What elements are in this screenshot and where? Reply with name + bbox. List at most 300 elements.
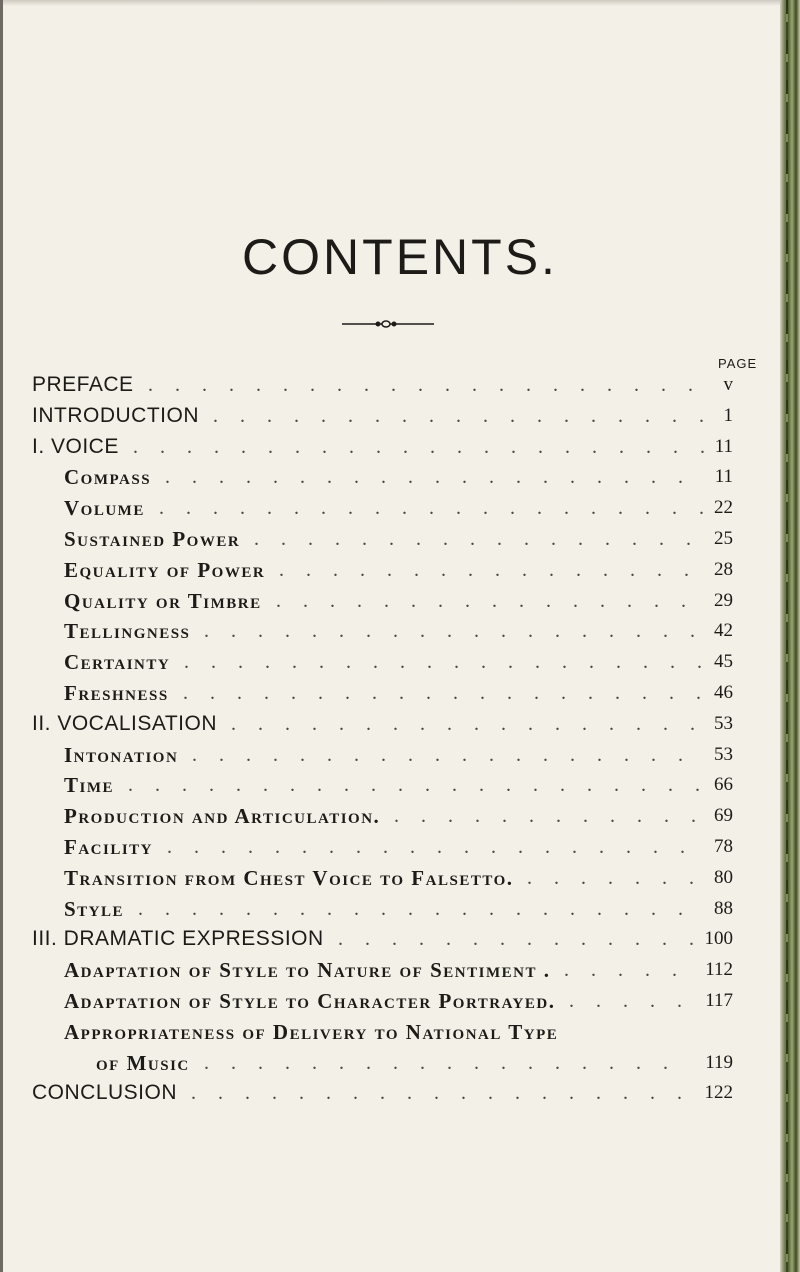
leader-dot: .	[268, 435, 273, 458]
leader-dot: .	[294, 497, 299, 520]
leader-dot: .	[184, 651, 189, 674]
leader-dot: .	[614, 774, 619, 797]
toc-entry-label: Appropriateness of Delivery to National Type	[64, 1019, 559, 1044]
leader-dot: .	[643, 651, 648, 674]
toc-entry-page: 117	[705, 990, 733, 1011]
leader-dot: .	[192, 743, 197, 766]
leader-dot: .	[408, 466, 413, 489]
leader-dot: .	[354, 466, 359, 489]
leader-dot: .	[346, 651, 351, 674]
leader-dot: .	[699, 497, 704, 520]
leader-dot: .	[605, 528, 610, 550]
leader-dot: .	[596, 1082, 601, 1105]
leader-dot: .	[609, 1051, 614, 1074]
leader-dot: .	[662, 928, 667, 951]
leader-dot: .	[516, 897, 521, 920]
leader-dot: .	[662, 866, 667, 889]
leader-dot: .	[452, 774, 457, 797]
leader-dot: .	[264, 682, 269, 704]
leader-dot: .	[186, 497, 191, 520]
toc-entry	[0, 801, 800, 831]
leader-dot: .	[619, 435, 624, 458]
leader-dot: .	[354, 743, 359, 766]
toc-entry-page: 100	[704, 928, 733, 950]
leader-dot: .	[435, 743, 440, 766]
leader-dot: .	[616, 651, 621, 674]
leader-dot: .	[299, 1082, 304, 1105]
leader-dot: .	[695, 774, 700, 797]
leader-dot: .	[553, 374, 558, 396]
leader-dot: .	[569, 990, 574, 1012]
leader-dot: .	[302, 836, 307, 858]
leader-dot: .	[159, 497, 164, 520]
leader-dot: .	[635, 928, 640, 951]
leader-dot: .	[155, 774, 160, 797]
leader-dot: .	[527, 866, 532, 889]
leader-dot: .	[624, 743, 629, 766]
leader-dot: .	[626, 836, 631, 858]
toc-entry	[0, 524, 800, 554]
leader-dot: .	[543, 466, 548, 489]
leader-dot: .	[375, 497, 380, 520]
leader-dot: .	[394, 805, 399, 828]
leader-dot: .	[372, 682, 377, 704]
leader-dot: .	[491, 836, 496, 858]
leader-dot: .	[447, 712, 452, 735]
toc-entry-label: Volume	[64, 496, 145, 521]
leader-dot: .	[279, 558, 284, 581]
leader-dot: .	[128, 774, 133, 797]
toc-entry-page: 78	[714, 836, 733, 857]
leader-dot: .	[618, 959, 623, 982]
leader-dot: .	[501, 712, 506, 735]
leader-dot: .	[380, 1082, 385, 1105]
leader-dot: .	[681, 589, 686, 612]
leader-dot: .	[240, 404, 245, 427]
toc-entry-page: 45	[714, 651, 733, 673]
leader-dot: .	[448, 805, 453, 828]
leader-dot: .	[608, 928, 613, 951]
leader-dot: .	[462, 897, 467, 920]
leader-dot: .	[357, 589, 362, 612]
leader-dot: .	[210, 682, 215, 704]
leader-dot: .	[192, 466, 197, 489]
leader-dot: .	[457, 435, 462, 458]
leader-dot: .	[465, 589, 470, 612]
leader-dot: .	[327, 897, 332, 920]
leader-dot: .	[275, 836, 280, 858]
leader-dot: .	[591, 497, 596, 520]
leader-dot: .	[570, 743, 575, 766]
toc-entry-page: v	[723, 374, 733, 395]
leader-dot: .	[624, 897, 629, 920]
leader-dot: .	[273, 897, 278, 920]
leader-dot: .	[454, 651, 459, 674]
leader-dot: .	[371, 774, 376, 797]
toc-entry-label: Style	[64, 896, 125, 921]
toc-entry	[0, 370, 800, 400]
leader-dot: .	[365, 928, 370, 951]
leader-dot: .	[435, 897, 440, 920]
leader-dot: .	[668, 774, 673, 797]
toc-entry-page: 88	[714, 897, 733, 919]
toc-entry	[0, 986, 800, 1016]
leader-dot: .	[534, 682, 539, 704]
leader-dot: .	[697, 651, 702, 674]
leader-dot: .	[418, 374, 423, 396]
leader-dot: .	[546, 589, 551, 612]
leader-dot: .	[511, 435, 516, 458]
leader-dot: .	[479, 774, 484, 797]
leader-dot: .	[276, 589, 281, 612]
toc-entry-label: INTRODUCTION	[32, 403, 199, 427]
leader-dot: .	[435, 466, 440, 489]
leader-dot: .	[562, 651, 567, 674]
leader-dot: .	[317, 774, 322, 797]
toc-entry-page: 80	[714, 866, 733, 888]
toc-entry-label: Tellingness	[64, 619, 191, 644]
leader-dot: .	[680, 836, 685, 858]
leader-dot: .	[441, 558, 446, 581]
leader-dot: .	[596, 990, 601, 1012]
leader-dot: .	[484, 435, 489, 458]
leader-dot: .	[615, 682, 620, 704]
leader-dot: .	[663, 1051, 668, 1074]
toc-entry-page: 69	[714, 805, 733, 827]
leader-dot: .	[508, 651, 513, 674]
leader-dot: .	[300, 743, 305, 766]
leader-dot: .	[609, 712, 614, 735]
leader-dot: .	[474, 712, 479, 735]
leader-dot: .	[623, 990, 628, 1012]
leader-dot: .	[383, 836, 388, 858]
leader-dot: .	[645, 959, 650, 982]
leader-dot: .	[219, 897, 224, 920]
leader-dot: .	[267, 497, 272, 520]
toc-entry	[0, 894, 800, 924]
toc-entry	[0, 462, 800, 492]
leader-dot: .	[526, 374, 531, 396]
leader-dot: .	[411, 589, 416, 612]
leader-dot: .	[219, 466, 224, 489]
leader-dot: .	[533, 774, 538, 797]
toc-entry-page: 1	[723, 404, 733, 426]
leader-dot: .	[447, 620, 452, 643]
leader-dot: .	[407, 1082, 412, 1105]
leader-dot: .	[258, 1051, 263, 1074]
leader-dot: .	[515, 1082, 520, 1105]
leader-dot: .	[381, 743, 386, 766]
leader-dot: .	[510, 404, 515, 427]
leader-dot: .	[238, 651, 243, 674]
leader-dot: .	[572, 836, 577, 858]
leader-dot: .	[165, 897, 170, 920]
leader-dot: .	[254, 528, 259, 550]
toc-entry	[0, 616, 800, 646]
toc-entry	[0, 647, 800, 677]
leader-dot: .	[645, 497, 650, 520]
leader-dot: .	[392, 928, 397, 951]
leader-dot: .	[519, 589, 524, 612]
leader-dot: .	[634, 374, 639, 396]
leader-dot: .	[461, 1082, 466, 1105]
leader-dot: .	[213, 497, 218, 520]
leader-dot: .	[167, 836, 172, 858]
leader-dot: .	[231, 1051, 236, 1074]
leader-dot: .	[192, 897, 197, 920]
leader-dot: .	[537, 497, 542, 520]
leader-dot: .	[489, 743, 494, 766]
leader-dot: .	[381, 897, 386, 920]
leader-dot: .	[597, 466, 602, 489]
leader-dot: .	[258, 620, 263, 643]
leader-dot: .	[650, 990, 655, 1012]
leader-dot: .	[651, 466, 656, 489]
leader-dot: .	[555, 1051, 560, 1074]
toc-entry-label: of Music	[96, 1050, 190, 1075]
leader-dot: .	[202, 374, 207, 396]
leader-dot: .	[344, 774, 349, 797]
leader-dot: .	[556, 805, 561, 828]
toc-entry	[0, 832, 800, 862]
leader-dot: .	[427, 651, 432, 674]
leader-dot: .	[481, 651, 486, 674]
leader-dot: .	[429, 404, 434, 427]
leader-dot: .	[182, 774, 187, 797]
leader-dot: .	[419, 928, 424, 951]
leader-dot: .	[240, 497, 245, 520]
leader-dot: .	[627, 589, 632, 612]
leader-dot: .	[464, 836, 469, 858]
toc-entry-label: Adaptation of Style to Nature of Sentiment .	[64, 958, 551, 983]
leader-dot: .	[300, 897, 305, 920]
leader-dot: .	[603, 558, 608, 581]
leader-dot: .	[322, 435, 327, 458]
leader-dot: .	[214, 435, 219, 458]
leader-dot: .	[408, 897, 413, 920]
leader-dot: .	[564, 959, 569, 982]
toc-entry-label: Intonation	[64, 742, 179, 767]
leader-dot: .	[246, 743, 251, 766]
leader-dot: .	[414, 558, 419, 581]
leader-dot: .	[554, 866, 559, 889]
leader-dot: .	[672, 959, 677, 982]
leader-dot: .	[664, 805, 669, 828]
leader-dot: .	[537, 404, 542, 427]
toc-entry	[0, 401, 800, 431]
leader-dot: .	[689, 928, 694, 951]
leader-dot: .	[256, 374, 261, 396]
leader-dot: .	[699, 404, 704, 427]
leader-dot: .	[338, 928, 343, 951]
leader-dot: .	[560, 774, 565, 797]
leader-dot: .	[408, 743, 413, 766]
leader-dot: .	[339, 712, 344, 735]
leader-dot: .	[583, 805, 588, 828]
toc-entry-page: 46	[714, 682, 733, 703]
toc-entry-label: Adaptation of Style to Character Portrayed.	[64, 989, 556, 1013]
leader-dot: .	[489, 466, 494, 489]
leader-dot: .	[570, 466, 575, 489]
leader-dot: .	[283, 374, 288, 396]
leader-dot: .	[636, 1051, 641, 1074]
leader-dot: .	[462, 466, 467, 489]
leader-dot: .	[636, 712, 641, 735]
leader-dot: .	[597, 743, 602, 766]
leader-dot: .	[446, 928, 451, 951]
toc-entry-label: PREFACE	[32, 373, 134, 396]
leader-dot: .	[570, 897, 575, 920]
toc-entry-label: III. DRAMATIC EXPRESSION	[32, 927, 324, 951]
leader-dot: .	[339, 1051, 344, 1074]
toc-entry-page: 42	[714, 620, 733, 642]
leader-dot: .	[221, 836, 226, 858]
leader-dot: .	[642, 682, 647, 704]
leader-dot: .	[183, 682, 188, 704]
leader-dot: .	[472, 374, 477, 396]
toc-entry	[0, 955, 800, 985]
leader-dot: .	[555, 712, 560, 735]
leader-dot: .	[528, 1051, 533, 1074]
toc-entry-label: Sustained Power	[64, 527, 241, 551]
leader-dot: .	[677, 990, 682, 1012]
leader-dot: .	[393, 712, 398, 735]
leader-dot: .	[327, 466, 332, 489]
leader-dot: .	[290, 774, 295, 797]
leader-dot: .	[677, 1082, 682, 1105]
toc-entry-label: Compass	[64, 465, 152, 490]
leader-dot: .	[480, 682, 485, 704]
leader-dot: .	[500, 928, 505, 951]
leader-dot: .	[265, 651, 270, 674]
leader-dot: .	[326, 1082, 331, 1105]
leader-dot: .	[474, 1051, 479, 1074]
leader-dot: .	[272, 1082, 277, 1105]
toc-entry-page: 29	[714, 589, 733, 611]
leader-dot: .	[516, 743, 521, 766]
leader-dot: .	[384, 589, 389, 612]
toc-entry-page: 53	[714, 743, 733, 765]
leader-dot: .	[623, 1082, 628, 1105]
leader-dot: .	[565, 435, 570, 458]
leader-dot: .	[402, 404, 407, 427]
leader-dot: .	[218, 1082, 223, 1105]
leader-dot: .	[453, 682, 458, 704]
leader-dot: .	[489, 897, 494, 920]
leader-dot: .	[528, 620, 533, 643]
leader-dot: .	[285, 620, 290, 643]
leader-dot: .	[678, 466, 683, 489]
toc-entry-label: Production and Articulation.	[64, 804, 381, 829]
toc-entry	[0, 770, 800, 800]
leader-dot: .	[303, 589, 308, 612]
leader-dot: .	[678, 897, 683, 920]
leader-dot: .	[263, 774, 268, 797]
toc-entry	[0, 1048, 800, 1078]
leader-dot: .	[327, 743, 332, 766]
leader-dot: .	[569, 1082, 574, 1105]
leader-dot: .	[591, 959, 596, 982]
leader-dot: .	[387, 558, 392, 581]
toc-entry	[0, 586, 800, 616]
leader-dot: .	[267, 404, 272, 427]
toc-entry-page: 11	[714, 466, 733, 488]
toc-entry-page: 22	[714, 497, 733, 519]
leader-dot: .	[529, 805, 534, 828]
leader-dot: .	[468, 558, 473, 581]
leader-dot: .	[492, 589, 497, 612]
leader-dot: .	[420, 1051, 425, 1074]
leader-dot: .	[551, 528, 556, 550]
leader-dot: .	[373, 651, 378, 674]
leader-dot: .	[165, 466, 170, 489]
leader-dot: .	[231, 712, 236, 735]
toc-entry	[0, 740, 800, 770]
leader-dot: .	[659, 528, 664, 550]
page-column-header: PAGE	[718, 356, 758, 371]
leader-dot: .	[522, 558, 527, 581]
leader-dot: .	[175, 374, 180, 396]
leader-dot: .	[684, 558, 689, 581]
leader-dot: .	[300, 466, 305, 489]
leader-dot: .	[430, 435, 435, 458]
leader-dot: .	[425, 774, 430, 797]
leader-dot: .	[329, 836, 334, 858]
leader-dot: .	[618, 404, 623, 427]
leader-dot: .	[348, 497, 353, 520]
leader-dot: .	[483, 404, 488, 427]
leader-dot: .	[473, 928, 478, 951]
leader-dot: .	[581, 866, 586, 889]
leader-dot: .	[241, 435, 246, 458]
leader-dot: .	[637, 805, 642, 828]
leader-dot: .	[273, 743, 278, 766]
leader-dot: .	[399, 682, 404, 704]
leader-dot: .	[420, 620, 425, 643]
leader-dot: .	[391, 374, 396, 396]
leader-dot: .	[194, 836, 199, 858]
leader-dot: .	[670, 651, 675, 674]
leader-dot: .	[306, 558, 311, 581]
leader-dot: .	[690, 712, 695, 735]
leader-dot: .	[561, 682, 566, 704]
leader-dot: .	[646, 435, 651, 458]
leader-dot: .	[375, 404, 380, 427]
toc-entry-label: Quality or Timbre	[64, 588, 262, 613]
leader-dot: .	[362, 528, 367, 550]
leader-dot: .	[438, 589, 443, 612]
leader-dot: .	[133, 435, 138, 458]
leader-dot: .	[475, 805, 480, 828]
leader-dot: .	[580, 374, 585, 396]
leader-dot: .	[209, 774, 214, 797]
leader-dot: .	[672, 497, 677, 520]
toc-entry-page: 28	[714, 558, 733, 580]
leader-dot: .	[229, 374, 234, 396]
leader-dot: .	[686, 528, 691, 550]
leader-dot: .	[231, 620, 236, 643]
leader-dot: .	[245, 1082, 250, 1105]
leader-dot: .	[651, 743, 656, 766]
toc-entry	[0, 924, 800, 954]
leader-dot: .	[366, 620, 371, 643]
leader-dot: .	[663, 620, 668, 643]
leader-dot: .	[497, 528, 502, 550]
leader-dot: .	[281, 528, 286, 550]
leader-dot: .	[474, 620, 479, 643]
leader-dot: .	[554, 928, 559, 951]
leader-dot: .	[600, 589, 605, 612]
